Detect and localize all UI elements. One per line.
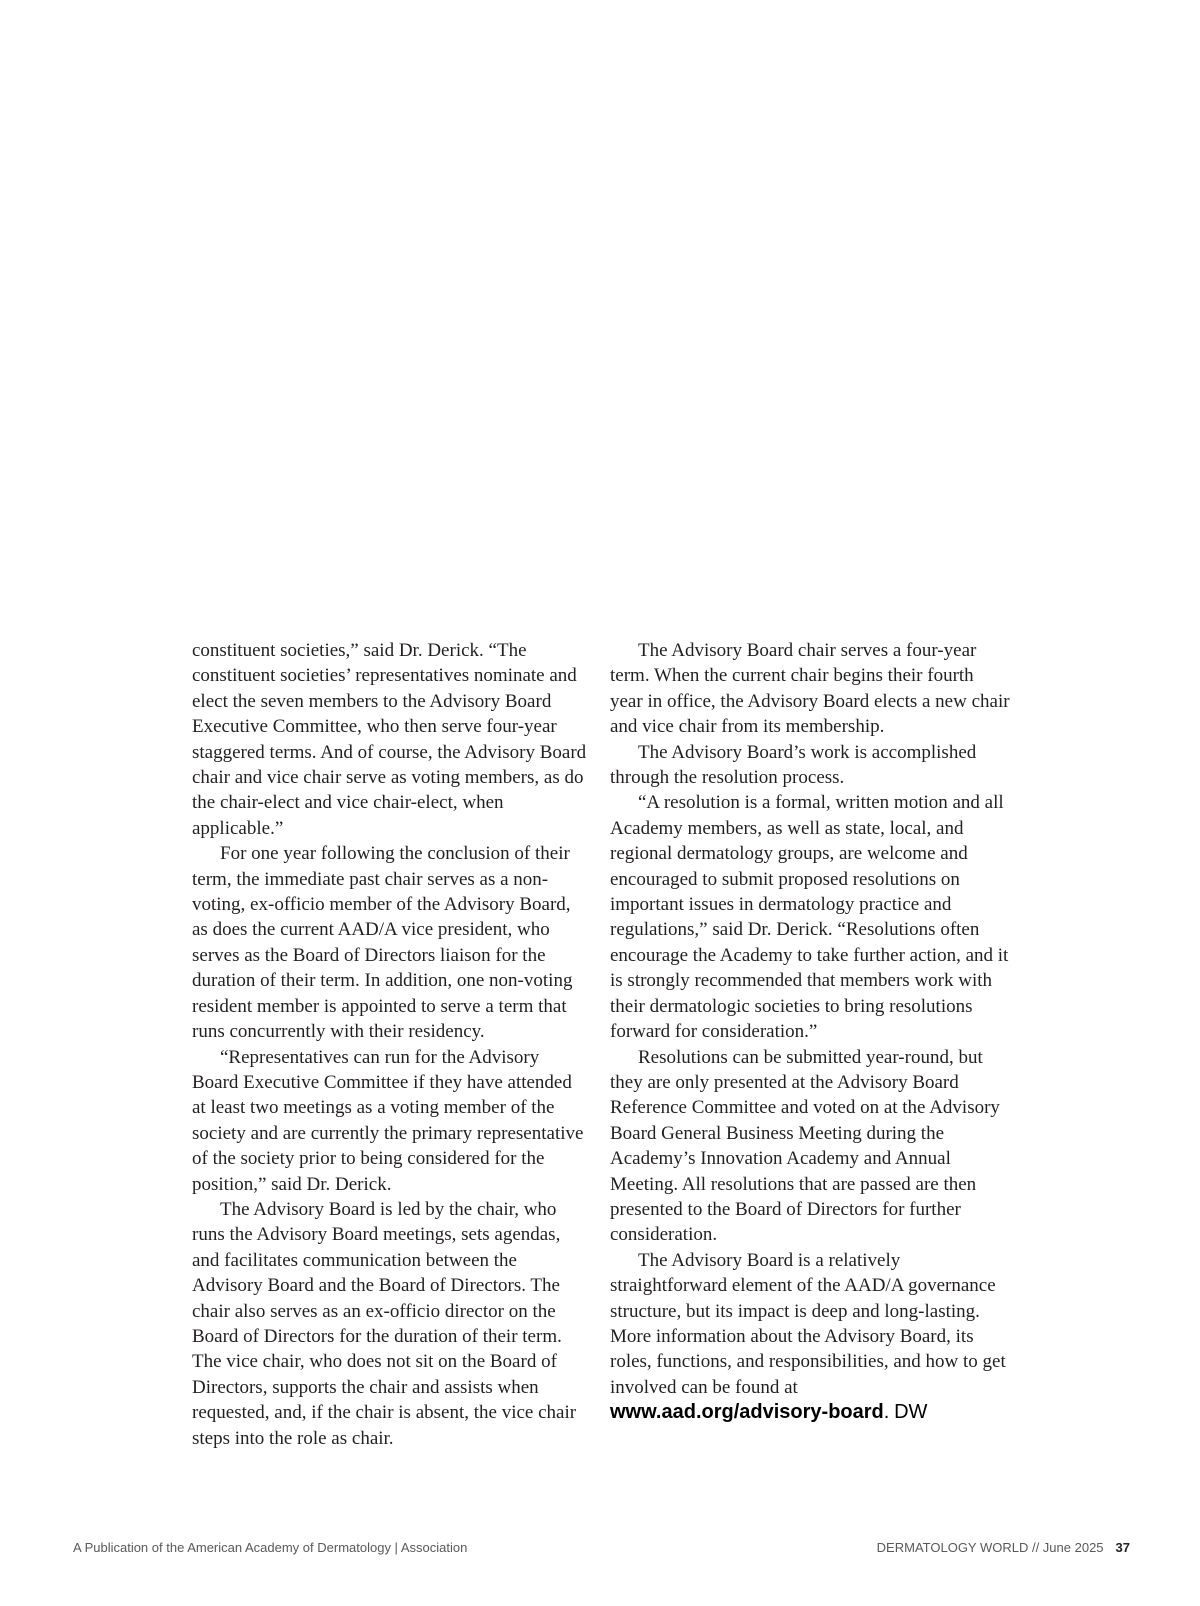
end-mark-signoff: DW [894, 1401, 928, 1424]
article-paragraph: For one year following the conclusion of their term, the immediate past chair serves as a non-voting, ex-officio member of the Advisory Board, as does the current AAD/A vice president, who serves as the Board of Directors liaison for the duration of their term. In addition, one non-voting resident member is appointed to serve a term that runs concurrently with their residency. [192, 843, 573, 1043]
footer-magazine-date: DERMATOLOGY WORLD // June 2025 [876, 1540, 1104, 1555]
closing-text: The Advisory Board is a relatively straightforward element of the AAD/A governance structure, but its impact is deep and long-lasting. More information about the Advisory Board, its roles, functions, and responsibilities, and how to get involved can be found at [610, 1249, 1006, 1398]
article-paragraph: Resolutions can be submitted year-round, but they are only presented at the Advisory Board Reference Committee and voted on at the Advisory Board General Business Meeting during the Academy’s Innovation Academy and Annual Meeting. All resolutions that are passed are then presented to the Board of Directors for further consideration. [610, 1046, 1000, 1246]
article-paragraph: constituent societies,” said Dr. Derick. “The constituent societies’ representatives nominate and elect the seven members to the Advisory Board Executive Committee, who then serve four-year staggered terms. And of course, the Advisory Board chair and vice chair serve as voting members, as do the chair-elect and vice chair-elect, when applicable.” [192, 640, 587, 839]
closing-paragraph [610, 1248, 1010, 1426]
article-paragraph: “Representatives can run for the Advisory Board Executive Committee if they have attended at least two meetings as a voting member of the society and are currently the primary representative of the society prior to being considered for the position,” said Dr. Derick. [192, 1046, 584, 1195]
article-left-column [192, 638, 587, 1451]
article-paragraph: The Advisory Board chair serves a four-year term. When the current chair begins their fourth year in office, the Advisory Board elects a new chair and vice chair from its membership. [610, 640, 1010, 738]
article-paragraph: “A resolution is a formal, written motion and all Academy members, as well as state, local, and regional dermatology groups, are welcome and encouraged to submit proposed resolutions on important issues in dermatology practice and regulations,” said Dr. Derick. “Resolutions often encourage the Academy to take further action, and it is strongly recommended that members work with their dermatologic societies to bring resolutions forward for consideration.” [610, 792, 1009, 1043]
page-number: 37 [1115, 1540, 1130, 1555]
article-right-column [610, 638, 1010, 1426]
article-paragraph: The Advisory Board’s work is accomplished through the resolution process. [610, 741, 977, 789]
footer-publisher: A Publication of the American Academy of Dermatology | Association [73, 1540, 468, 1555]
article-paragraph: The Advisory Board is led by the chair, who runs the Advisory Board meetings, sets agendas, and facilitates communication between the Advisory Board and the Board of Directors. The chair also serves as an ex-officio director on the Board of Directors for the duration of their term. The vice chair, who does not sit on the Board of Directors, supports the chair and assists when requested, and, if the chair is absent, the vice chair steps into the role as chair. [192, 1198, 577, 1449]
closing-period: . [883, 1401, 890, 1424]
advisory-board-link[interactable]: www.aad.org/advisory-board [610, 1401, 884, 1424]
footer-folio [877, 1540, 1130, 1555]
